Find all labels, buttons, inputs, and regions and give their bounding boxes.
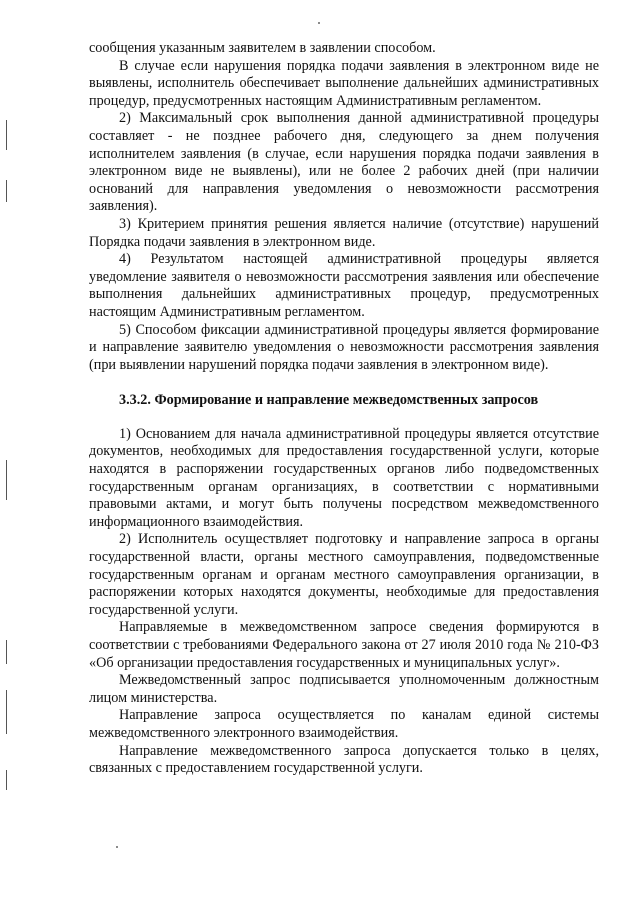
paragraph: 5) Способом фиксации административной процедуры является формирование и направление заявителю уведомления о невозможности рассмотрения заявления (при выявлении нарушений порядка подачи заявления в электронном виде).: [89, 321, 599, 373]
paragraph: 1) Основанием для начала административной процедуры является отсутствие документов, необходимых для предоставления государственной услуги, которые находятся в распоряжении государственных органов либо подведомственных государственным органам организациях, в соответствии с нормативными правовыми актами, и могут быть получены посредством межведомственного информационного взаимодействия.: [89, 425, 599, 530]
paragraph: В случае если нарушения порядка подачи заявления в электронном виде не выявлены, исполнитель обеспечивает выполнение дальнейших административных процедур, предусмотренных настоящим Административным регламентом.: [89, 57, 599, 109]
scan-dot: [318, 22, 320, 24]
document-body: [89, 40, 599, 778]
scan-artifact: [6, 640, 7, 664]
paragraph: 3) Критерием принятия решения является наличие (отсутствие) нарушений Порядка подачи заявления в электронном виде.: [89, 215, 599, 250]
paragraph: сообщения указанным заявителем в заявлении способом.: [89, 40, 436, 56]
scan-dot: [116, 846, 118, 848]
paragraph: 2) Исполнитель осуществляет подготовку и направление запроса в органы государственной власти, органы местного самоуправления, подведомственные государственным органам и органам местного самоуправления организации, в распоряжении которых находятся документы, необходимые для предоставления государственной услуги.: [89, 531, 599, 618]
paragraph: 4) Результатом настоящей административной процедуры является уведомление заявителя о невозможности рассмотрения заявления или обеспечение выполнения дальнейших административных процедур, предусмотренных настоящим Административным регламентом.: [89, 251, 599, 320]
scan-artifact: [6, 180, 7, 202]
scan-artifact: [6, 770, 7, 790]
section-heading: 3.3.2. Формирование и направление межведомственных запросов: [119, 392, 539, 409]
paragraph: Межведомственный запрос подписывается уполномоченным должностным лицом министерства.: [89, 672, 599, 706]
scan-artifact: [6, 690, 7, 734]
paragraph: 2) Максимальный срок выполнения данной административной процедуры составляет - не позднее рабочего дня, следующего за днем получения исполнителем заявления (в случае, если нарушения порядка подачи заявления в электронном виде не выявлены), или не более 2 рабочих дней (при наличии оснований для направления уведомления о невозможности рассмотрения заявления).: [89, 110, 599, 215]
paragraph: Направляемые в межведомственном запросе сведения формируются в соответствии с требованиями Федерального закона от 27 июля 2010 года № 210-ФЗ «Об организации предоставления государственных и муниципальных услуг».: [89, 619, 599, 671]
paragraph: Направление запроса осуществляется по каналам единой системы межведомственного электронного взаимодействия.: [89, 707, 599, 741]
paragraph: Направление межведомственного запроса допускается только в целях, связанных с предоставлением государственной услуги.: [89, 742, 599, 777]
scan-artifact: [6, 120, 7, 150]
scan-artifact: [6, 460, 7, 500]
